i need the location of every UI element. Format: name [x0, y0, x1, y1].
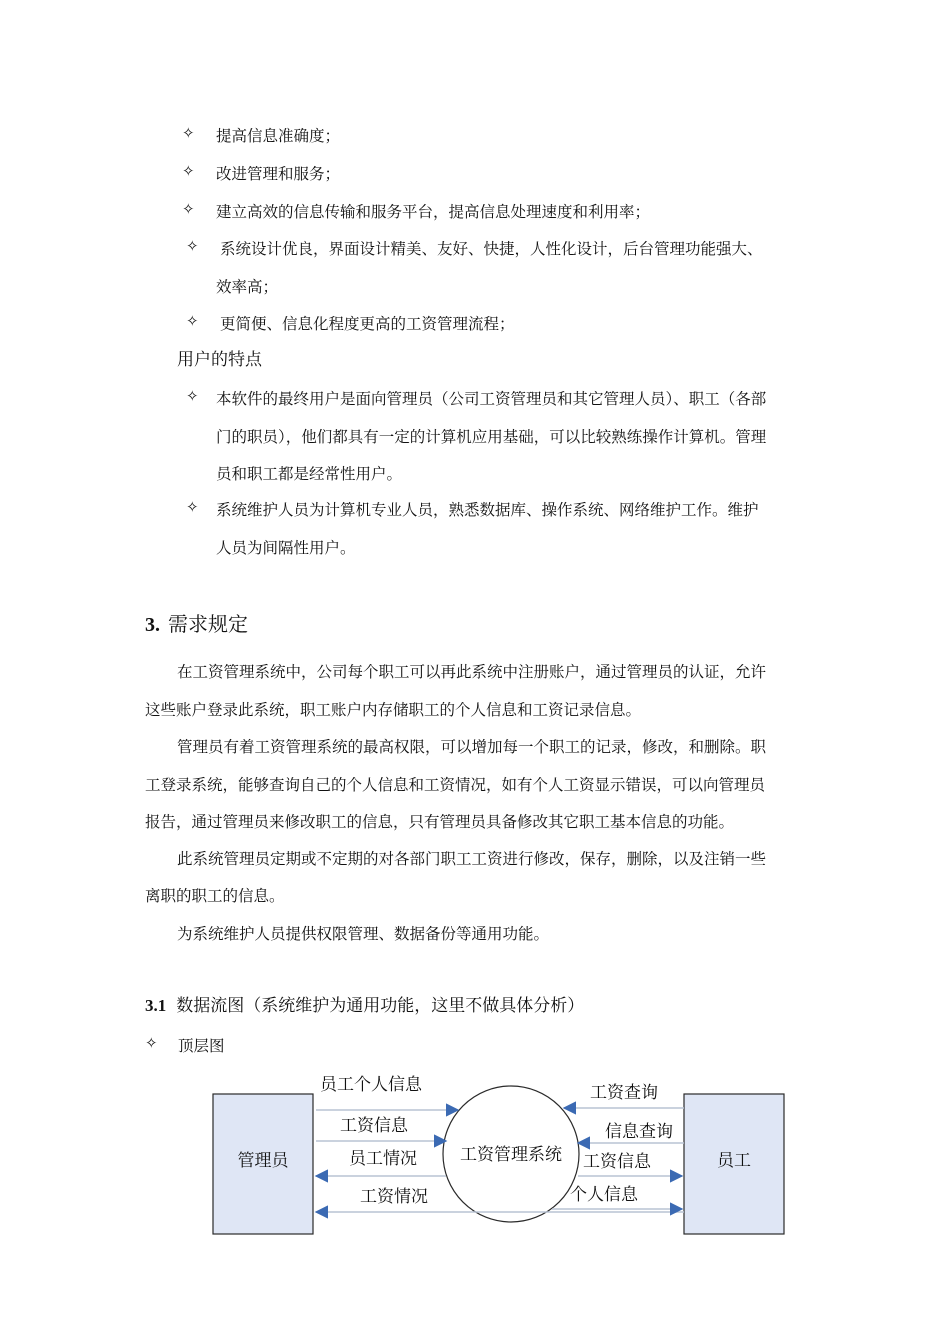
paragraph-line: 在工资管理系统中，公司每个职工可以再此系统中注册账户，通过管理员的认证，允许	[177, 663, 767, 681]
bullet-icon: ✧	[186, 498, 199, 516]
paragraph-line: 这些账户登录此系统，职工账户内存储职工的个人信息和工资记录信息。	[145, 701, 642, 719]
goal-item: 更简便、信息化程度更高的工资管理流程；	[220, 315, 515, 333]
top-level-diagram-label: 顶层图	[178, 1037, 225, 1055]
process-label: 工资管理系统	[460, 1145, 562, 1165]
bullet-icon: ✧	[182, 162, 195, 180]
bullet-icon: ✧	[186, 237, 199, 255]
bullet-icon: ✧	[186, 387, 199, 405]
section-number: 3.	[145, 614, 160, 636]
bullet-icon: ✧	[182, 124, 195, 142]
goal-item-continued: 效率高；	[216, 278, 279, 296]
subsection-number: 3.1	[145, 996, 167, 1015]
user-section-title: 用户的特点	[177, 350, 262, 370]
flow-label: 工资信息	[340, 1116, 408, 1136]
bullet-icon: ✧	[145, 1034, 158, 1052]
user-bullet-line: 员和职工都是经常性用户。	[216, 465, 403, 483]
section-title: 需求规定	[168, 612, 248, 636]
paragraph-line: 为系统维护人员提供权限管理、数据备份等通用功能。	[177, 925, 550, 943]
flow-label: 信息查询	[605, 1122, 673, 1142]
goal-item: 系统设计优良，界面设计精美、友好、快捷，人性化设计，后台管理功能强大、	[220, 240, 763, 258]
goal-item: 建立高效的信息传输和服务平台，提高信息处理速度和利用率；	[216, 203, 651, 221]
paragraph-line: 工登录系统，能够查询自己的个人信息和工资情况，如有个人工资显示错误，可以向管理员	[145, 776, 766, 794]
paragraph-line: 离职的职工的信息。	[145, 887, 285, 905]
user-bullet-line: 人员为间隔性用户。	[216, 539, 356, 557]
flow-label: 工资查询	[590, 1083, 658, 1103]
goal-item: 提高信息准确度；	[216, 127, 341, 145]
employee-entity-label: 员工	[717, 1151, 751, 1171]
bullet-icon: ✧	[182, 200, 195, 218]
flow-label: 工资信息	[583, 1152, 651, 1172]
flow-label: 员工情况	[349, 1149, 417, 1169]
flow-label: 工资情况	[360, 1187, 428, 1207]
bullet-icon: ✧	[186, 312, 199, 330]
flow-label: 个人信息	[570, 1185, 638, 1205]
goal-item: 改进管理和服务；	[216, 165, 341, 183]
subsection-title: 数据流图（系统维护为通用功能，这里不做具体分析）	[176, 996, 585, 1016]
paragraph-line: 此系统管理员定期或不定期的对各部门职工工资进行修改，保存，删除，以及注销一些	[177, 850, 767, 868]
user-bullet-line: 门的职员），他们都具有一定的计算机应用基础，可以比较熟练操作计算机。管理	[216, 428, 767, 446]
user-bullet-line: 系统维护人员为计算机专业人员，熟悉数据库、操作系统、网络维护工作。维护	[216, 501, 759, 519]
admin-entity-label: 管理员	[237, 1151, 289, 1171]
user-bullet-line: 本软件的最终用户是面向管理员（公司工资管理员和其它管理人员）、职工（各部	[216, 390, 767, 408]
flow-label: 员工个人信息	[320, 1075, 422, 1095]
paragraph-line: 管理员有着工资管理系统的最高权限，可以增加每一个职工的记录，修改，和删除。职	[177, 738, 767, 756]
paragraph-line: 报告，通过管理员来修改职工的信息，只有管理员具备修改其它职工基本信息的功能。	[145, 813, 735, 831]
